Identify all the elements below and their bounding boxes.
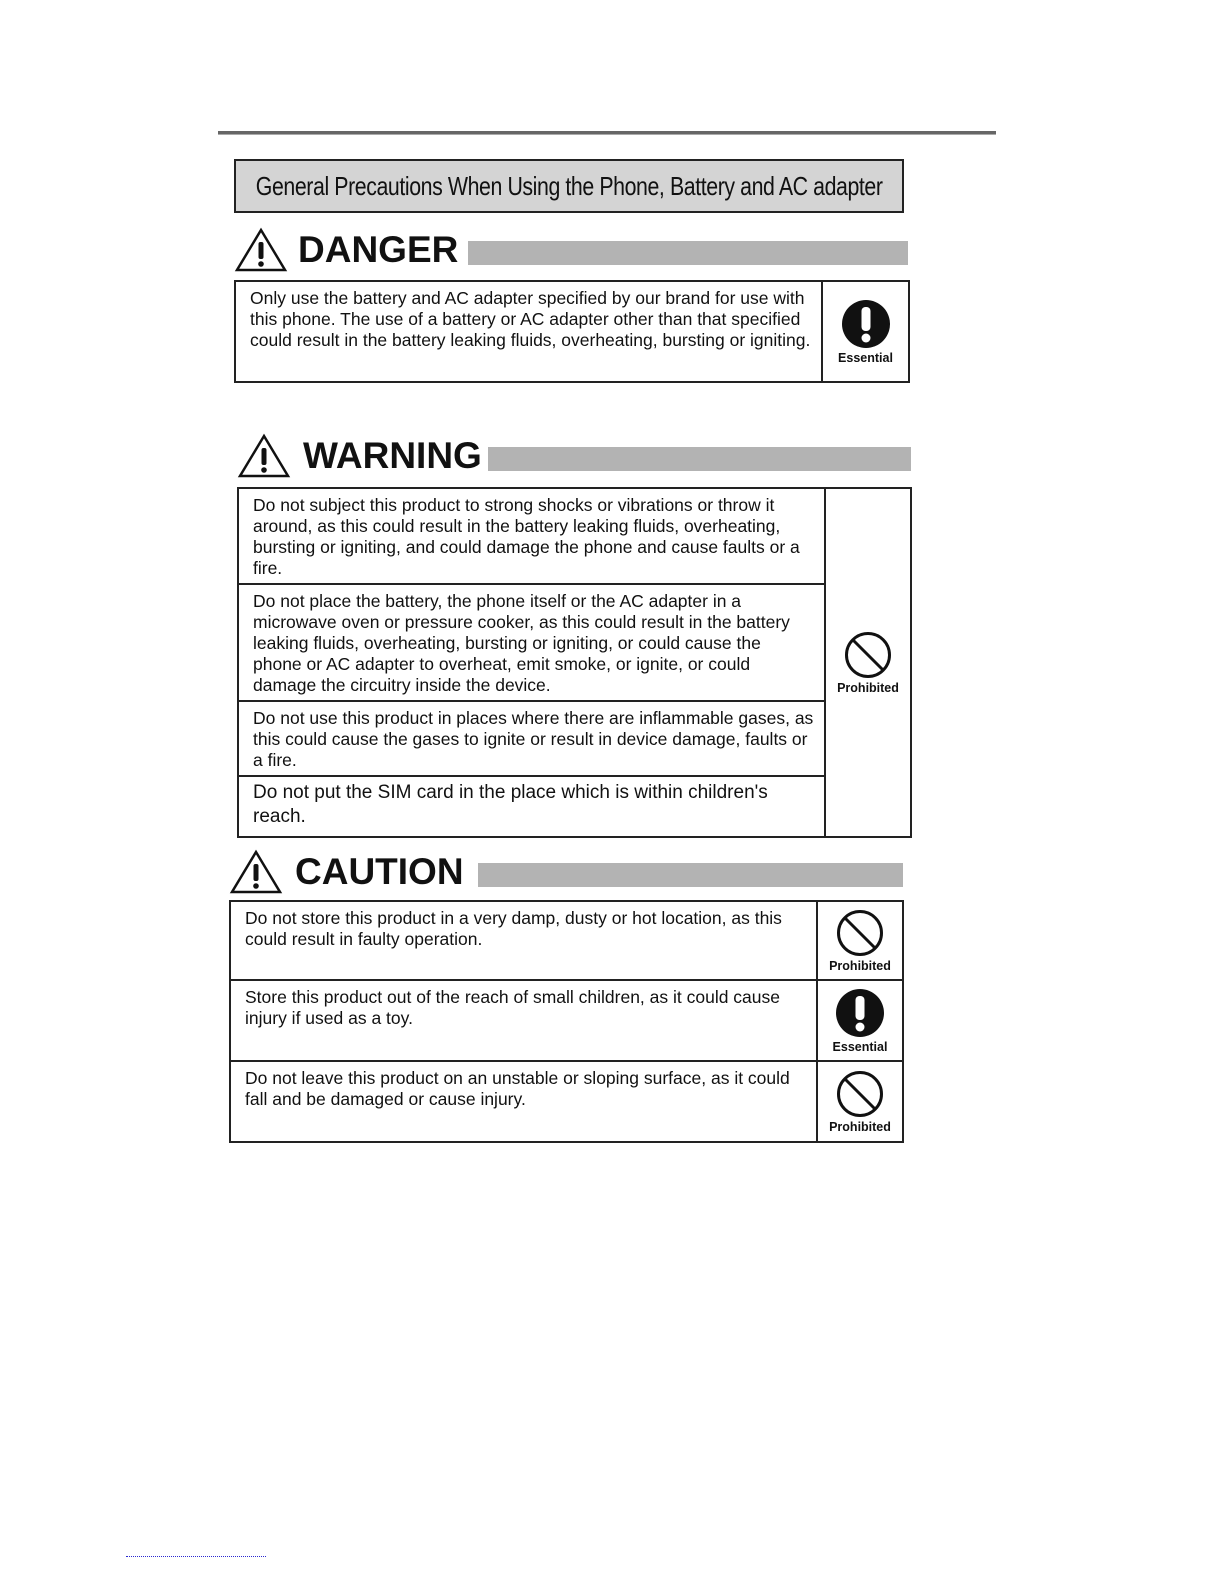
heading-bar [478,863,903,887]
top-rule [218,131,996,135]
warning-text-4: Do not put the SIM card in the place which is within children's reach. [238,776,825,837]
danger-table [234,280,910,383]
table-row [230,1061,903,1142]
caution-heading [229,847,903,897]
essential-label: Essential [838,350,893,365]
caution-text-2: Store this product out of the reach of small children, as it could cause injury if used as a toy. [230,980,817,1061]
warning-symbol-cell [825,488,911,837]
warning-text-1: Do not subject this product to strong shocks or vibrations or throw it around, as this could result in the battery leaking fluids, overheating, bursting or igniting, and could damage the phone and cause faults or a fire. [238,488,825,584]
table-row [238,584,911,701]
prohibited-label: Prohibited [829,958,891,973]
caution-text-1: Do not store this product in a very damp, dusty or hot location, as this could result in faulty operation. [230,901,817,980]
table-row [230,901,903,980]
prohibited-label: Prohibited [837,680,899,695]
essential-icon [835,988,885,1038]
footnote-rule [126,1556,266,1557]
prohibited-icon [844,631,892,679]
table-row [238,776,911,837]
danger-symbol-cell [822,281,909,382]
warning-heading-label: WARNING [303,435,482,476]
caution-text-3: Do not leave this product on an unstable or sloping surface, as it could fall and be damaged or cause injury. [230,1061,817,1142]
warning-heading [237,431,911,481]
warning-triangle-icon [237,433,291,479]
warning-text-2: Do not place the battery, the phone itself or the AC adapter in a microwave oven or pressure cooker, as this could result in the battery leaking fluids, overheating, bursting or igniting, or could cause the phone or AC adapter to overheat, emit smoke, or ignite, or could damage the circuitry inside the device. [238,584,825,701]
heading-bar [468,241,908,265]
caution-symbol-cell-2 [817,980,903,1061]
table-row [238,701,911,776]
warning-triangle-icon [229,849,283,895]
prohibited-label: Prohibited [829,1119,891,1134]
warning-triangle-icon [234,227,288,273]
essential-label: Essential [832,1039,888,1054]
page-title-box [234,159,904,213]
caution-table [229,900,904,1143]
danger-heading [234,225,908,275]
danger-heading-label: DANGER [298,229,459,270]
page-title: General Precautions When Using the Phone, Battery and AC adapter [255,170,883,201]
heading-bar [488,447,911,471]
warning-text-3: Do not use this product in places where there are inflammable gases, as this could cause the gases to ignite or result in device damage, faults or a fire. [238,701,825,776]
table-row [230,980,903,1061]
warning-table [237,487,912,838]
prohibited-icon [836,1070,884,1118]
caution-symbol-cell-1 [817,901,903,980]
table-row [235,281,909,382]
danger-text: Only use the battery and AC adapter specified by our brand for use with this phone. The use of a battery or AC adapter other than that specified could result in the battery leaking fluids, overheating, bursting or igniting. [235,281,822,382]
caution-heading-label: CAUTION [295,851,464,892]
prohibited-icon [836,909,884,957]
essential-icon [841,299,891,349]
caution-symbol-cell-3 [817,1061,903,1142]
table-row [238,488,911,584]
